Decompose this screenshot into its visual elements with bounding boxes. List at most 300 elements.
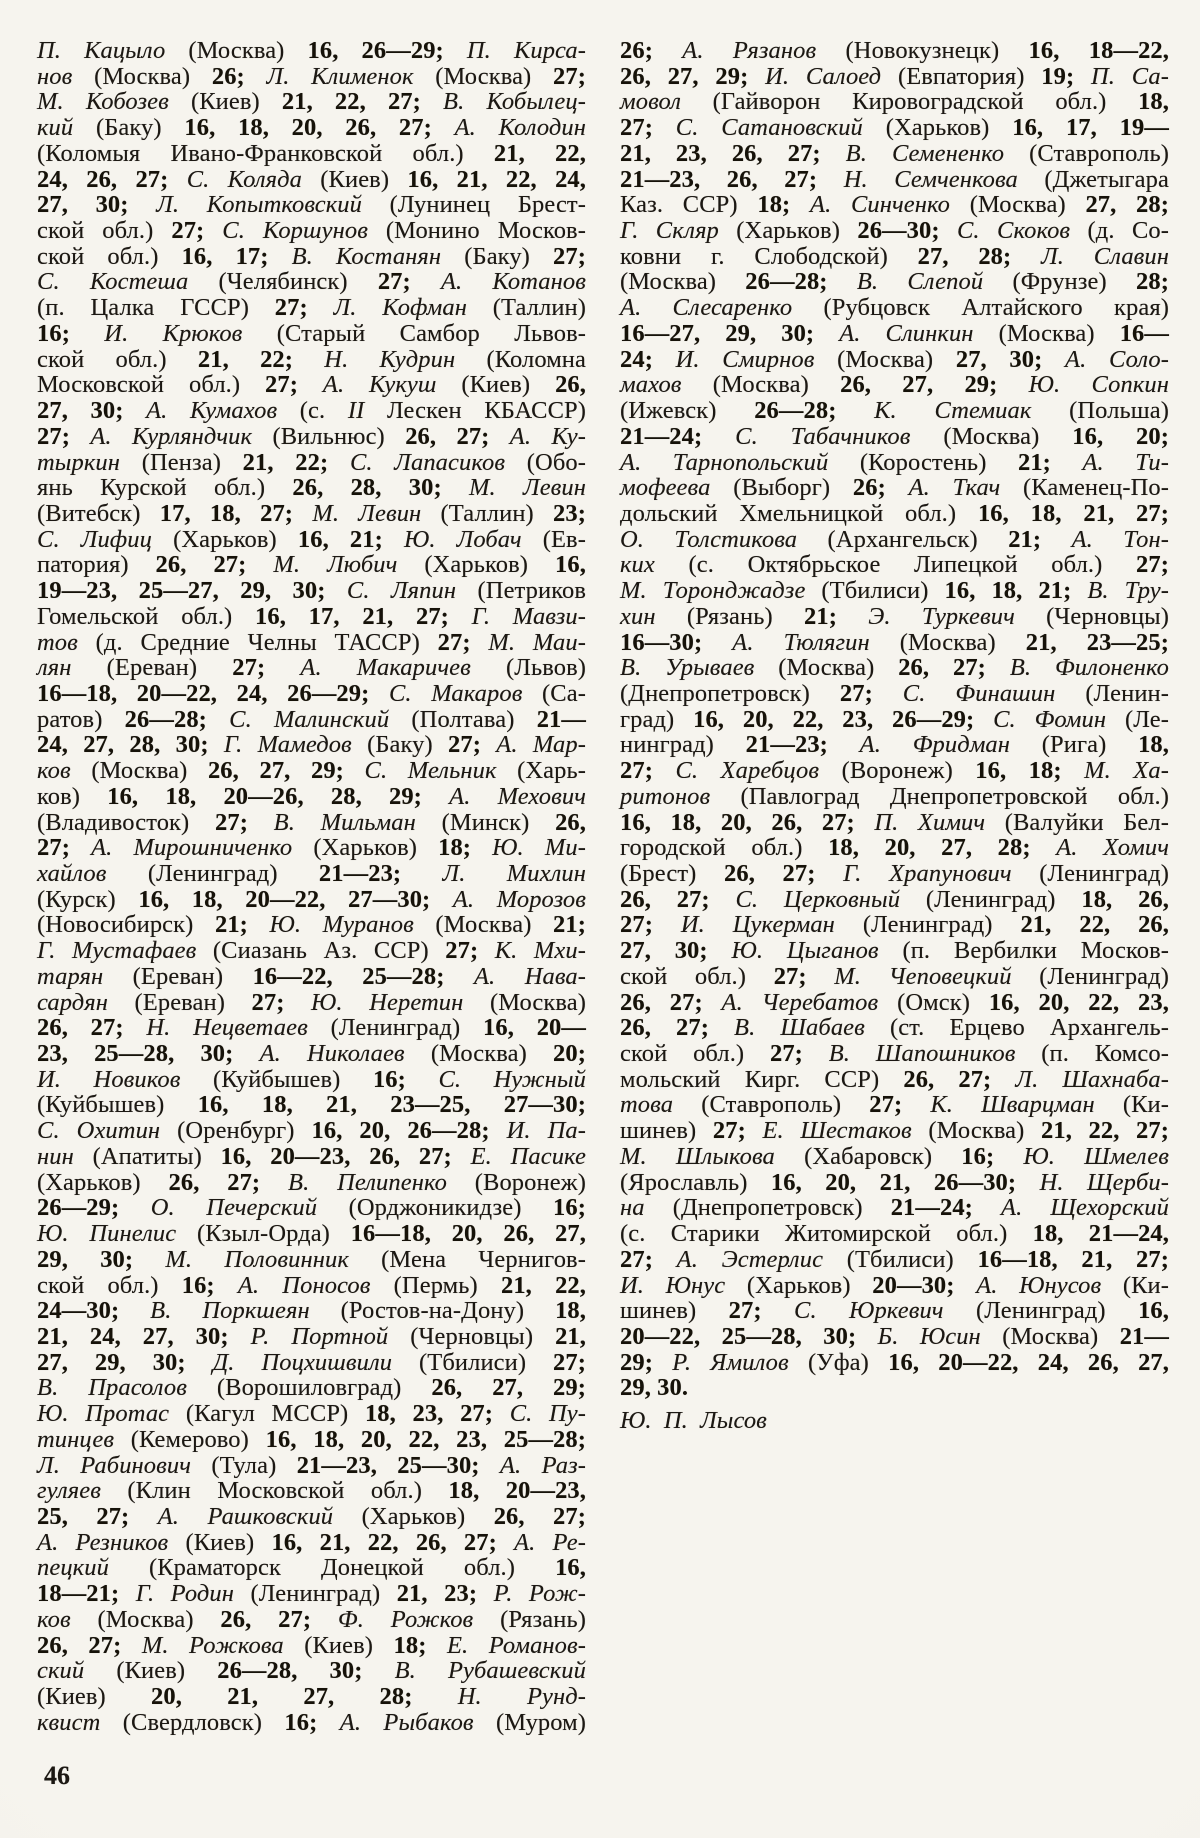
issue-numbers: 27; [232,654,301,682]
name-text: А. Мирошниченко [91,834,314,862]
city-text: (Куйбышев) [37,1091,198,1119]
name-text: Л. Кофман [333,294,493,322]
issue-numbers: 16, 18; [975,757,1085,785]
city-text: (Новосибирск) [37,911,215,939]
name-text: С. Коляда [186,165,321,193]
city-text: (Уфа) [807,1348,889,1376]
name-text: Л. Михлин [442,860,586,887]
city-text: (Ленинград) [250,1580,397,1608]
text-line [620,758,1169,784]
city-text: (Воронеж) [841,757,976,785]
issue-numbers: 21, 24, 27, 30; [37,1322,251,1350]
city-text: (Орджоникидзе) [348,1194,554,1222]
text-line [620,1067,1169,1093]
city-text: (Мена Чернигов- [381,1245,586,1273]
issue-numbers: 18, [555,1297,586,1325]
issue-numbers: 16, 20, 26—28; [311,1117,507,1145]
city-text: (д. Со- [1087,217,1170,245]
name-text: Е. Романов- [446,1631,587,1659]
issue-numbers: 26; [620,37,683,64]
city-text: (Свердловск) [122,1708,285,1736]
issue-numbers: 16, 17, 21, 27; [255,602,472,630]
text-line [37,1555,586,1581]
city-text: (Москва) [430,1040,554,1068]
name-text: А. Ре- [514,1528,586,1556]
text-line [620,450,1169,476]
issue-numbers: 16, 21; [297,525,404,553]
issue-numbers: 21; [804,602,869,630]
text-line [37,1375,586,1401]
name-text: Ю. Протас [37,1400,186,1428]
text-line [620,938,1169,964]
issue-numbers: 21—24; [620,422,736,450]
issue-numbers: 27, 30; [37,397,147,425]
name-text: С. Пу- [509,1400,587,1428]
name-text: К. Стемиак [874,397,1070,425]
text-line [620,578,1169,604]
name-text: М. Чеповецкий [834,962,1040,990]
city-text: (Коростень) [859,448,1018,476]
city-text: (Харьков) [736,217,858,245]
name-text: ков [37,1605,98,1633]
text-line [37,630,586,656]
name-text: Г. Скляр [620,217,737,245]
issue-numbers: 27; [445,937,495,965]
city-text: (Павлоград Днепропетровской обл.) [740,782,1169,810]
name-text: В. Филоненко [1009,654,1170,682]
name-text: М. Ха- [1084,757,1169,785]
issue-numbers: 27; [215,808,274,836]
name-text: Н. Семченкова [843,165,1045,193]
text-line [37,1504,586,1530]
name-text: М. Маи- [488,628,587,656]
city-text: (Баку) [367,731,449,759]
city-text: (Москва) [97,1605,221,1633]
issue-numbers: 27; [171,217,223,245]
text-line [37,964,586,990]
name-text: А. Макаричев [300,654,506,682]
text-line [37,527,586,553]
text-line [37,141,586,167]
text-line [37,1401,586,1427]
city-text: патория) [37,551,156,579]
name-text: П. Химич [874,808,1005,836]
text-line [37,1247,586,1273]
text-line [620,1247,1169,1273]
city-text: (Таллин) [440,499,554,527]
name-text: А. Ку- [509,422,586,450]
city-text: (Тбилиси) [419,1348,554,1376]
city-text: (Рязань) [500,1605,587,1633]
name-text: кий [37,114,96,142]
issue-numbers: 16, 18, 20—22, 27—30; [138,885,453,913]
issue-numbers: 16, [1138,1297,1169,1325]
city-text: (Ленинград) [147,860,319,887]
city-text: (Киев) [461,371,556,399]
name-text: II [347,397,387,425]
issue-numbers: 18; [393,1631,447,1659]
text-line [37,347,586,373]
name-text: И. Цукерман [680,911,863,939]
city-text: (Каменец-По- [1023,474,1169,502]
text-line [620,707,1169,733]
issue-numbers: 29, 30. [620,1374,689,1402]
issue-numbers: 16; [553,1194,586,1222]
name-text: М. Левин [312,499,441,527]
name-text: тинцев [37,1425,131,1453]
issue-numbers: 16—18, 21, 27; [977,1245,1170,1273]
city-text: нинград) [620,731,746,759]
text-line [620,964,1169,990]
name-text: мофеева [620,474,734,502]
name-text: С. Коршунов [222,217,386,245]
text-line [620,912,1169,938]
city-text: шинев) [620,1297,729,1325]
name-text: Л. Шахнаба- [1015,1065,1169,1093]
text-line [620,552,1169,578]
name-text: ков [37,757,92,785]
name-text: А. Тон- [1071,525,1169,553]
name-text: А. Раз- [499,1451,586,1479]
issue-numbers: 26, 27, 29; [840,371,1029,399]
issue-numbers: 26, 27, 29; [431,1374,586,1402]
text-line [37,938,586,964]
issue-numbers: 16; [372,1065,439,1093]
text-line [620,835,1169,861]
issue-numbers: 27; [769,1040,829,1068]
city-text: (Воронеж) [474,1168,586,1196]
text-line [620,218,1169,244]
name-text: Л. Клименок [266,62,436,90]
issue-numbers: 26, 27; [620,988,722,1016]
name-text: П. Са- [1091,62,1170,90]
issue-numbers: 27, 30; [620,937,732,965]
city-text: (с. Старики Житомирской обл.) [620,1220,1033,1248]
city-text: (Оренбург) [177,1117,312,1145]
name-text: С. Финашин [902,679,1086,707]
issue-numbers: 18, 20—23, [448,1477,586,1505]
name-text: С. Табачников [735,422,944,450]
issue-numbers: 26, 27; [724,860,844,887]
issue-numbers: 24, 26, 27; [37,165,187,193]
name-text: М. Кобозев [37,88,191,116]
city-text: (Баку) [464,242,554,270]
name-text: И. Крюков [104,319,277,347]
text-line [37,1118,586,1144]
issue-numbers: 21—23, 26, 27; [620,165,844,193]
text-line [620,887,1169,913]
issue-numbers: 16; [181,1271,238,1299]
issue-numbers: 26, 27; [620,1014,735,1042]
name-text: В. Рубашевский [394,1657,586,1685]
city-text: (Киев) [190,88,282,116]
issue-numbers: 18; [757,191,810,219]
issue-numbers: 16; [37,319,105,347]
name-text: С. Охитин [37,1117,178,1145]
text-line [620,192,1169,218]
city-text: (Харьков) [361,1502,494,1530]
text-line [37,604,586,630]
city-text: (Москва) [94,62,212,90]
city-text: (Москва) [943,422,1073,450]
issue-numbers: 27; [437,628,489,656]
text-line [620,475,1169,501]
text-line [620,1195,1169,1221]
name-text: М. Торонджадзе [620,577,822,605]
text-line [37,450,586,476]
name-text: С. Лифиц [37,525,174,553]
name-text: В. Шабаев [734,1014,890,1042]
name-text: А. Ткач [908,474,1023,502]
city-text: (п. Вербилки Москов- [902,937,1169,965]
text-line [620,89,1169,115]
text-line [37,89,586,115]
issue-numbers: 27, 30; [955,345,1066,373]
text-line [37,1221,586,1247]
text-line [37,218,586,244]
text-line [37,1041,586,1067]
text-line [37,1607,586,1633]
issue-numbers: 27; [773,962,835,990]
text-line [620,321,1169,347]
issue-numbers: 16—18, 20—22, 24, 26—29; [37,679,389,707]
issue-numbers: 27; [712,1117,763,1145]
issue-numbers: 17, 18, 27; [159,499,313,527]
issue-numbers: 26—30; [857,217,957,245]
city-text: (Москва) [1002,1322,1120,1350]
issue-numbers: 27; [274,294,334,322]
name-text: хин [620,602,687,630]
name-text: тыркин [37,448,142,476]
city-text: (Коломыя Ивано-Франковской обл.) [37,139,494,167]
name-text: С. Церковный [735,885,926,913]
text-line [37,64,586,90]
text-line [37,1092,586,1118]
issue-numbers: 16, 17; [181,242,292,270]
issue-numbers: 26, 27, 29; [207,757,365,785]
issue-numbers: 21—23, 25—30; [296,1451,500,1479]
name-text: К. Мхи- [494,937,586,965]
text-line [37,707,586,733]
issue-numbers: 21, 22, [493,139,586,167]
text-line [37,372,586,398]
issue-numbers: 16, 18, 21; [944,577,1088,605]
name-text: Р. Портной [250,1322,411,1350]
city-text: (Кагул МССР) [185,1400,365,1428]
name-text: С. Макаров [388,679,543,707]
issue-numbers: 26, 27; [168,1168,288,1196]
name-text: това [620,1091,702,1119]
issue-numbers: 21— [536,705,587,733]
name-text: С. Костеша [37,268,219,296]
issue-numbers: 28; [1136,268,1169,296]
issue-numbers: 18, 21—24, [1032,1220,1169,1248]
name-text: лян [37,654,107,682]
city-text: (Гайворон Кировоградской обл.) [712,88,1139,116]
city-text: (д. Средние Челны ТАССР) [95,628,438,656]
name-text: В. Кобылец- [443,88,587,116]
name-text: В. Мильман [273,808,442,836]
issue-numbers: 29; [620,1348,673,1376]
issue-numbers: 21—24; [890,1194,1002,1222]
issue-numbers: 21, 22; [242,448,350,476]
city-text: (Куйбышев) [213,1065,373,1093]
city-text: ской обл.) [37,242,182,270]
text-line [37,1298,586,1324]
issue-numbers: 16, 20, 22, 23, 26—29; [693,705,994,733]
issue-numbers: 16, 18, 20—26, 28, 29; [107,782,450,810]
name-text: Г. Мустафаев [37,937,213,965]
issue-numbers: 16, 20, 21, 26—30; [770,1168,1040,1196]
city-text: (Джетыгара [1044,165,1169,193]
name-text: Е. Пасике [470,1142,586,1170]
text-line [620,861,1169,887]
name-text: А. Соло- [1065,345,1170,373]
name-text: хайлов [37,860,148,887]
city-text: (Ворошиловград) [216,1374,432,1402]
city-text: (Харьков) [424,551,556,579]
text-line [37,475,586,501]
issue-numbers: 27; [553,1348,586,1376]
city-text: дольский Хмельницкой обл.) [620,499,978,527]
name-text: А. Слинкин [839,319,999,347]
city-text: (Тула) [211,1451,297,1479]
issue-numbers: 18, 23, 27; [364,1400,510,1428]
issue-numbers: 16, 20, 22, 23, [988,988,1169,1016]
city-text: (Апатиты) [92,1142,221,1170]
issue-numbers: 26; [852,474,909,502]
city-text: (Москва) [778,654,899,682]
issue-numbers: 16, 21, 22, 24, [407,165,587,193]
name-text: П. Кирса- [466,37,587,64]
issue-numbers: 16, 26—29; [307,37,467,64]
issue-numbers: 21; [1017,448,1083,476]
name-text: Ю. Сопкин [1028,371,1170,399]
text-line [37,1581,586,1607]
city-text: янь Курской обл.) [37,474,293,502]
issue-numbers: 21; [1008,525,1072,553]
city-text: (Коломна [486,345,586,373]
text-line [37,1453,586,1479]
name-text: В. Шапошников [828,1040,1042,1068]
city-text: (Владивосток) [37,808,215,836]
issue-numbers: 27; [448,731,497,759]
name-text: А. Синченко [810,191,970,219]
text-line [37,912,586,938]
issue-numbers: 20—30; [872,1271,977,1299]
city-text: (Москва) [91,757,208,785]
text-line [620,372,1169,398]
name-text: А. Слесаренко [620,294,824,322]
city-text: ской обл.) [620,1040,770,1068]
text-line [37,501,586,527]
text-line [37,1144,586,1170]
issue-numbers: 21—23; [745,731,860,759]
issue-numbers: 26, 27; [37,1014,147,1042]
issue-numbers: 16, 20—22, 24, 26, 27, [888,1348,1170,1376]
text-line [37,1273,586,1299]
name-text: квист [37,1708,123,1736]
name-text: Ю. Ми- [492,834,587,862]
issue-numbers: 26, [555,808,586,836]
issue-numbers: 29, 30; [37,1245,166,1273]
name-text: В. Пелипенко [288,1168,475,1196]
name-text: С. Скоков [956,217,1088,245]
city-text: (Киев) [185,1528,272,1556]
city-text: (Ки- [1122,1091,1169,1119]
text-line [37,38,586,64]
name-text: Ю. Муранов [269,911,436,939]
issue-numbers: 16, 20; [1072,422,1170,450]
text-line [620,1118,1169,1144]
city-text: (Ев- [542,525,586,553]
city-text: (Омск) [897,988,989,1016]
city-text: (Харь- [517,757,587,785]
issue-numbers: 21; [553,911,586,939]
name-text: А. Резников [37,1528,186,1556]
city-text: (Пермь) [393,1271,501,1299]
name-text: Г. Мамедов [223,731,368,759]
issue-numbers: 16, 18, 20, 22, 23, 25—28; [265,1425,587,1453]
name-text: Ф. Рожков [337,1605,501,1633]
name-text: Р. Ямилов [672,1348,808,1376]
text-line [620,1298,1169,1324]
name-text: И. Смирнов [675,345,838,373]
text-line [620,732,1169,758]
text-line [620,1170,1169,1196]
name-text: Э. Туркевич [868,602,1047,630]
text-line [37,732,586,758]
issue-numbers: 20; [553,1040,586,1068]
text-line [620,1350,1169,1376]
issue-numbers: 16, 18, 21, 27; [977,499,1169,527]
name-text: В. Прасолов [37,1374,217,1402]
city-text: (Москва) [998,319,1120,347]
city-text: ратов) [37,705,125,733]
city-text: (Пенза) [141,448,243,476]
issue-numbers: 21, 23; [396,1580,494,1608]
name-text: А. Кумахов [146,397,300,425]
text-line [37,295,586,321]
city-text: (Москва) [620,268,746,296]
city-text: (Баку) [95,114,185,142]
text-line [37,655,586,681]
name-text: С. Нужный [438,1065,586,1093]
city-text: ков) [37,782,108,810]
issue-numbers: 18, 20, 27, 28; [828,834,1057,862]
name-text: Ю. Пинелис [37,1220,198,1248]
issue-numbers: 21, 22, 27; [281,88,444,116]
city-text: (Сиазань Аз. ССР) [212,937,446,965]
issue-numbers: 21, 22, 27; [1041,1117,1169,1145]
text-line [37,269,586,295]
name-text: ритонов [620,782,741,810]
city-text: (Выборг) [733,474,853,502]
city-text: (Москва) [188,37,308,64]
name-text: Е. Шестаков [762,1117,929,1145]
issue-numbers: 27; [37,834,92,862]
issue-numbers: 27; [869,1091,931,1119]
issue-numbers: 21, 22; [197,345,325,373]
issue-numbers: 21, 22, [500,1271,586,1299]
text-line [37,887,586,913]
name-text: ких [620,551,689,579]
name-text: В. Поркшеян [150,1297,341,1325]
text-line [620,424,1169,450]
city-text: (Харьков) [746,1271,873,1299]
city-text: ковни г. Слободской) [620,242,918,270]
issue-numbers: 24—30; [37,1297,151,1325]
